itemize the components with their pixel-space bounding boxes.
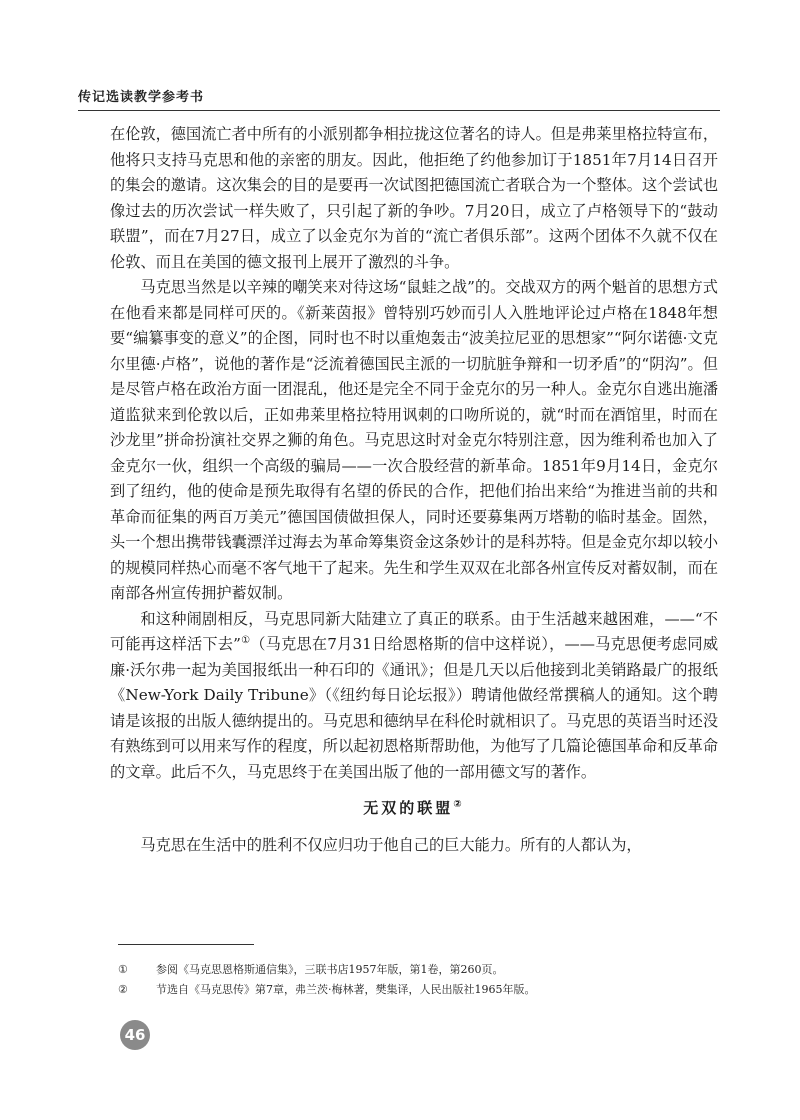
paragraph-4: 马克思在生活中的胜利不仅应归功于他自己的巨大能力。所有的人都认为， xyxy=(140,836,642,854)
section-title-text: 无双的联盟 xyxy=(363,799,454,817)
page-number: 46 xyxy=(120,1020,150,1050)
footnote-mark: ② xyxy=(118,983,128,996)
footnote-mark: ① xyxy=(118,963,128,976)
footnote-2 xyxy=(118,980,718,1000)
running-header: 传记选读教学参考书 xyxy=(78,90,205,105)
footnotes xyxy=(118,960,718,1000)
section-title xyxy=(110,795,718,821)
body-text xyxy=(110,122,718,859)
paragraph-3-part-1: 和这种闹剧相反，马克思同新大陆建立了真正的联系。由于生活越来越困难，——“不可能再这样活下去” xyxy=(110,609,718,653)
paragraph-1: 在伦敦，德国流亡者中所有的小派别都争相拉拢这位著名的诗人。但是弗莱里格拉特宣布，他将只支持马克思和他的亲密的朋友。因此，他拒绝了约他参加订于1851年7月14日召开的集会的邀请。这次集会的目的是要再一次试图把德国流亡者联合为一个整体。这个尝试也像过去的历次尝试一样失败了，只引起了新的争吵。7月20日，成立了卢格领导下的“鼓动联盟”，而在7月27日，成立了以金克尔为首的“流亡者俱乐部”。这两个团体不久就不仅在伦敦、而且在美国的德文报刊上展开了激烈的斗争。 xyxy=(110,125,718,271)
paragraph-3 xyxy=(110,607,718,786)
footnote-text: 参阅《马克思恩格斯通信集》，三联书店1957年版，第1卷，第260页。 xyxy=(156,963,504,976)
header-rule xyxy=(78,110,720,111)
footnote-rule xyxy=(118,944,254,945)
footnote-ref-1[interactable]: ① xyxy=(240,634,251,646)
footnote-1 xyxy=(118,960,718,980)
footnote-text: 节选自《马克思传》第7章，弗兰茨·梅林著，樊集译，人民出版社1965年版。 xyxy=(156,983,536,996)
paragraph-2: 马克思当然是以辛辣的嘲笑来对待这场“鼠蛙之战”的。交战双方的两个魁首的思想方式在他看来都是同样可厌的。《新莱茵报》曾特别巧妙而引人入胜地评论过卢格在1848年想要“编纂事变的意义”的企图，同时也不时以重炮轰击“波美拉尼亚的思想家”“阿尔诺德·文克尔里德·卢格”，说他的著作是“泛流着德国民主派的一切肮脏争辩和一切矛盾”的“阴沟”。但是尽管卢格在政治方面一团混乱，他还是完全不同于金克尔的另一种人。金克尔自逃出施潘道监狱来到伦敦以后，正如弗莱里格拉特用讽刺的口吻所说的，就“时而在酒馆里，时而在沙龙里”拼命扮演社交界之狮的角色。马克思这时对金克尔特别注意，因为维利希也加入了金克尔一伙，组织一个高级的骗局——一次合股经营的新革命。1851年9月14日，金克尔到了纽约，他的使命是预先取得有名望的侨民的合作，把他们抬出来给“为推进当前的共和革命而征集的两百万美元”德国国债做担保人，同时还要募集两万塔勒的临时基金。固然，头一个想出携带钱囊漂洋过海去为革命筹集资金这条妙计的是科苏特。但是金克尔却以较小的规模同样热心而毫不客气地干了起来。先生和学生双双在北部各州宣传反对蓄奴制，而在南部各州宣传拥护蓄奴制。 xyxy=(110,278,718,602)
footnote-ref-2[interactable]: ② xyxy=(453,799,465,810)
paragraph-3-part-2: （马克思在7月31日给恩格斯的信中这样说），——马克思便考虑同威廉·沃尔弗一起为美国报纸出一种石印的《通讯》；但是几天以后他接到北美销路最广的报纸《New-York Daily Tribune》（《纽约每日论坛报》）聘请他做经常撰稿人的通知。这个聘请是该报的出版人德纳提出的。马克思和德纳早在科伦时就相识了。马克思的英语当时还没有熟练到可以用来写作的程度，所以起初恩格斯帮助他，为他写了几篇论德国革命和反革命的文章。此后不久，马克思终于在美国出版了他的一部用德文写的著作。 xyxy=(110,635,719,781)
